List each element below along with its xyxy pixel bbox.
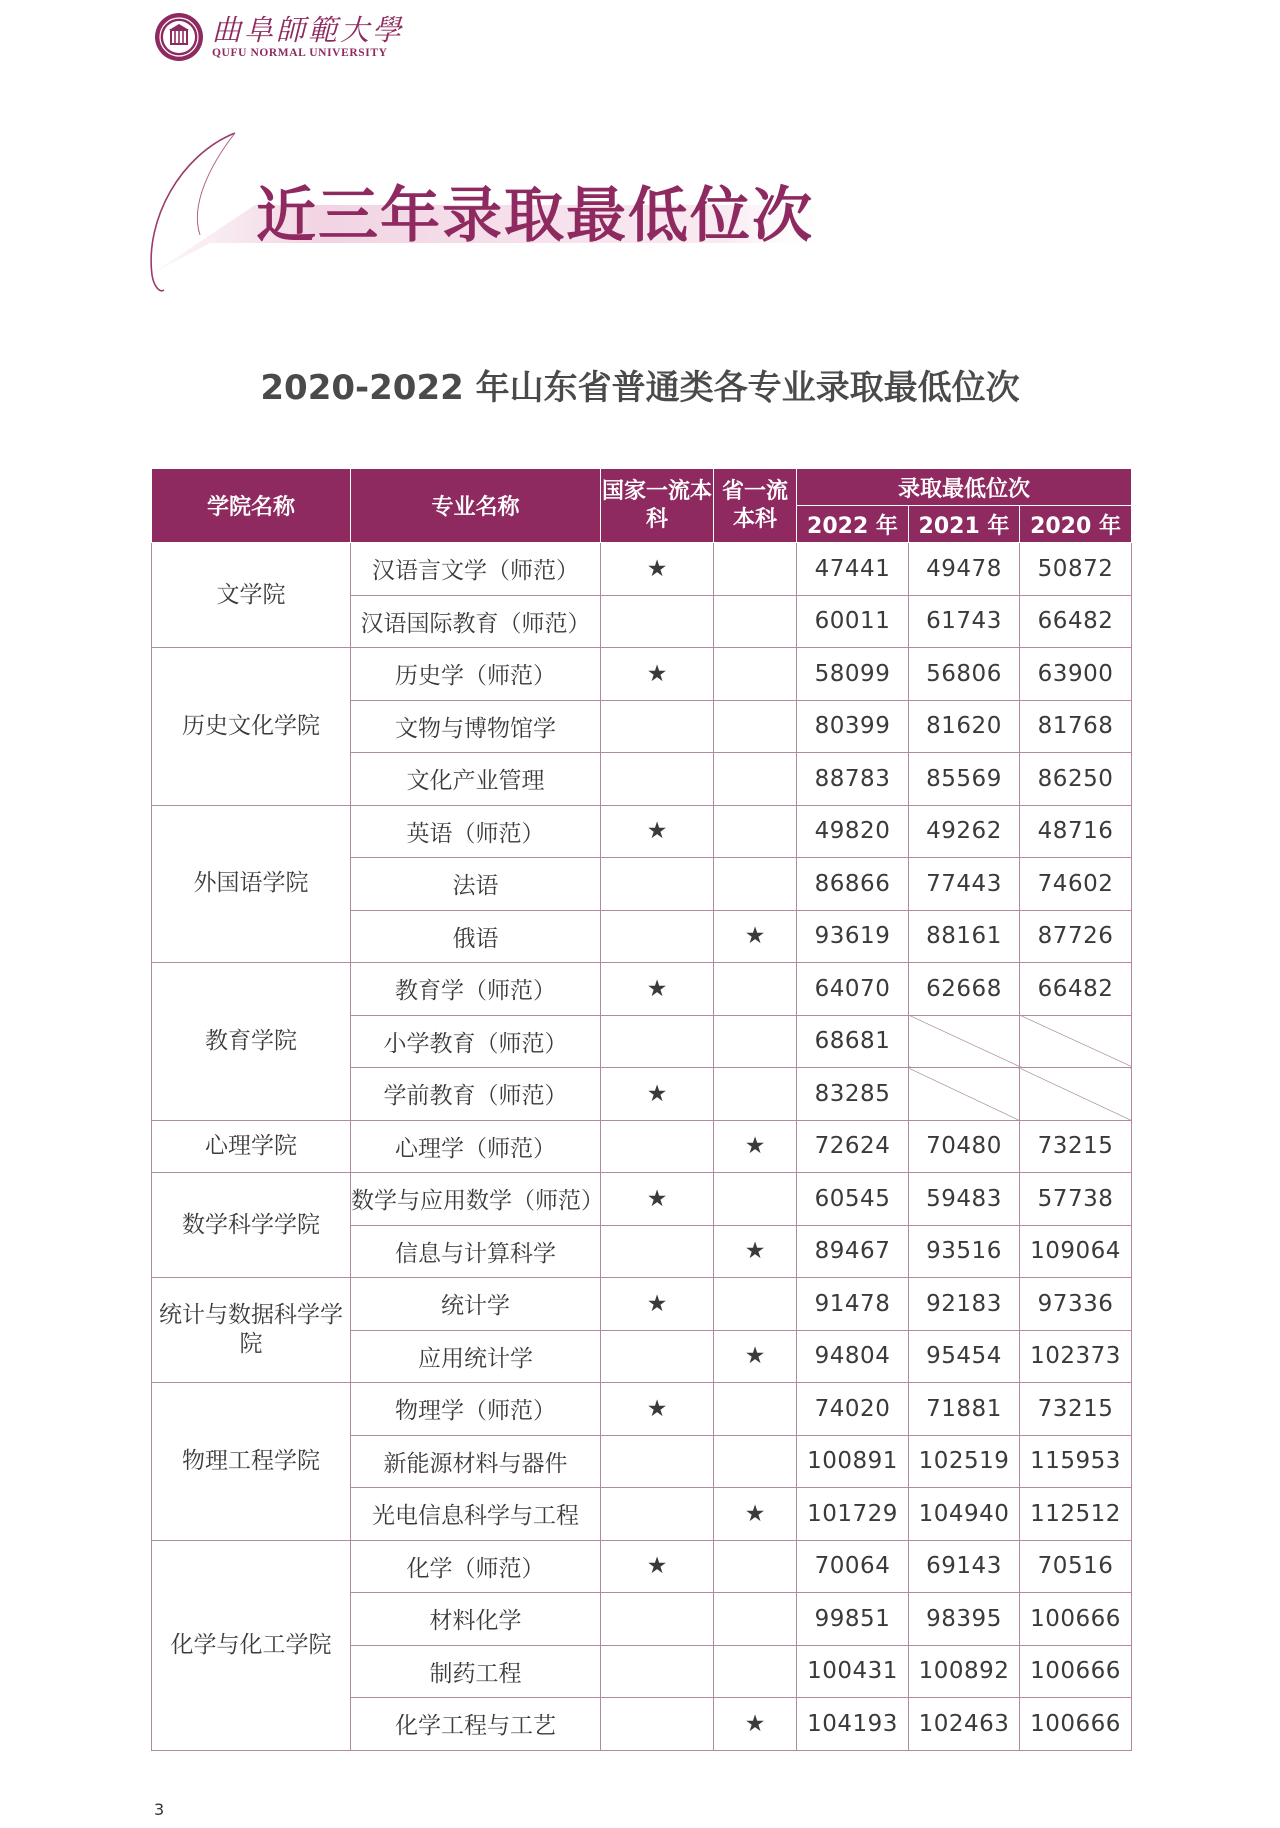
rank-2022: 93619	[797, 910, 909, 963]
rank-2020-not-applicable	[1020, 1015, 1132, 1068]
rank-2021: 49262	[909, 805, 1020, 858]
rank-2022: 47441	[797, 543, 909, 596]
logo-english-name: QUFU NORMAL UNIVERSITY	[212, 47, 388, 59]
provincial-first-class-mark: ★	[714, 1225, 797, 1278]
rank-2020: 102373	[1020, 1330, 1132, 1383]
college-name: 教育学院	[152, 963, 351, 1121]
major-name: 汉语言文学（师范）	[351, 543, 601, 596]
rank-2022: 74020	[797, 1383, 909, 1436]
provincial-first-class-mark: ★	[714, 1330, 797, 1383]
rank-2022: 64070	[797, 963, 909, 1016]
table-row	[152, 805, 1132, 858]
rank-2020: 112512	[1020, 1488, 1132, 1541]
table-row	[152, 1540, 1132, 1593]
provincial-first-class-mark	[714, 805, 797, 858]
major-name: 制药工程	[351, 1645, 601, 1698]
national-first-class-mark	[601, 700, 714, 753]
provincial-first-class-mark	[714, 1593, 797, 1646]
rank-2021: 102519	[909, 1435, 1020, 1488]
national-first-class-mark	[601, 1330, 714, 1383]
college-name: 心理学院	[152, 1120, 351, 1173]
national-first-class-mark	[601, 1120, 714, 1173]
major-name: 数学与应用数学（师范）	[351, 1173, 601, 1226]
rank-2021: 49478	[909, 543, 1020, 596]
provincial-first-class-mark: ★	[714, 1488, 797, 1541]
provincial-first-class-mark	[714, 1383, 797, 1436]
provincial-first-class-mark: ★	[714, 1120, 797, 1173]
major-name: 心理学（师范）	[351, 1120, 601, 1173]
header-year-2021: 2021 年	[909, 506, 1020, 543]
rank-2021: 100892	[909, 1645, 1020, 1698]
provincial-first-class-mark	[714, 1278, 797, 1331]
rank-2020: 50872	[1020, 543, 1132, 596]
rank-2021: 81620	[909, 700, 1020, 753]
rank-2022: 72624	[797, 1120, 909, 1173]
major-name: 信息与计算科学	[351, 1225, 601, 1278]
rank-2022: 88783	[797, 753, 909, 806]
rank-2020: 87726	[1020, 910, 1132, 963]
rank-2020: 70516	[1020, 1540, 1132, 1593]
rank-2020: 100666	[1020, 1698, 1132, 1751]
provincial-first-class-mark	[714, 700, 797, 753]
table-row	[152, 543, 1132, 596]
provincial-first-class-mark	[714, 753, 797, 806]
admission-rank-table	[151, 468, 1132, 1751]
national-first-class-mark: ★	[601, 1068, 714, 1121]
header-college: 学院名称	[152, 469, 351, 543]
national-first-class-mark	[601, 858, 714, 911]
table-row	[152, 648, 1132, 701]
table-row	[152, 1383, 1132, 1436]
rank-2022: 68681	[797, 1015, 909, 1068]
table-row	[152, 1173, 1132, 1226]
logo-chinese-name: 曲阜師範大學	[212, 13, 405, 47]
rank-2021: 102463	[909, 1698, 1020, 1751]
national-first-class-mark: ★	[601, 543, 714, 596]
rank-2021: 77443	[909, 858, 1020, 911]
national-first-class-mark	[601, 910, 714, 963]
rank-2020: 57738	[1020, 1173, 1132, 1226]
rank-2020: 115953	[1020, 1435, 1132, 1488]
rank-2020: 73215	[1020, 1120, 1132, 1173]
rank-2021: 93516	[909, 1225, 1020, 1278]
rank-2020: 81768	[1020, 700, 1132, 753]
national-first-class-mark: ★	[601, 1540, 714, 1593]
national-first-class-mark: ★	[601, 648, 714, 701]
rank-2020: 74602	[1020, 858, 1132, 911]
major-name: 小学教育（师范）	[351, 1015, 601, 1068]
college-name: 外国语学院	[152, 805, 351, 963]
rank-2020: 73215	[1020, 1383, 1132, 1436]
provincial-first-class-mark	[714, 963, 797, 1016]
university-logo	[154, 10, 404, 64]
college-name: 文学院	[152, 543, 351, 648]
national-first-class-mark	[601, 753, 714, 806]
provincial-first-class-mark	[714, 1068, 797, 1121]
rank-2020: 100666	[1020, 1593, 1132, 1646]
rank-2021: 85569	[909, 753, 1020, 806]
rank-2022: 104193	[797, 1698, 909, 1751]
rank-2021: 69143	[909, 1540, 1020, 1593]
rank-2022: 101729	[797, 1488, 909, 1541]
rank-2022: 80399	[797, 700, 909, 753]
major-name: 新能源材料与器件	[351, 1435, 601, 1488]
major-name: 物理学（师范）	[351, 1383, 601, 1436]
college-name: 物理工程学院	[152, 1383, 351, 1541]
header-year-2022: 2022 年	[797, 506, 909, 543]
provincial-first-class-mark: ★	[714, 910, 797, 963]
national-first-class-mark	[601, 1435, 714, 1488]
provincial-first-class-mark	[714, 1645, 797, 1698]
major-name: 文物与博物馆学	[351, 700, 601, 753]
provincial-first-class-mark	[714, 1435, 797, 1488]
rank-2021: 62668	[909, 963, 1020, 1016]
national-first-class-mark	[601, 1015, 714, 1068]
rank-2021: 104940	[909, 1488, 1020, 1541]
major-name: 历史学（师范）	[351, 648, 601, 701]
national-first-class-mark: ★	[601, 1278, 714, 1331]
table-row	[152, 963, 1132, 1016]
major-name: 英语（师范）	[351, 805, 601, 858]
rank-2021: 70480	[909, 1120, 1020, 1173]
rank-2022: 49820	[797, 805, 909, 858]
college-name: 化学与化工学院	[152, 1540, 351, 1750]
national-first-class-mark	[601, 1488, 714, 1541]
national-first-class-mark	[601, 1225, 714, 1278]
rank-2020: 63900	[1020, 648, 1132, 701]
provincial-first-class-mark: ★	[714, 1698, 797, 1751]
national-first-class-mark: ★	[601, 1173, 714, 1226]
rank-2021: 71881	[909, 1383, 1020, 1436]
rank-2022: 89467	[797, 1225, 909, 1278]
header-provincial-first-class: 省一流本科	[714, 469, 797, 543]
national-first-class-mark	[601, 1645, 714, 1698]
national-first-class-mark: ★	[601, 1383, 714, 1436]
rank-2021: 59483	[909, 1173, 1020, 1226]
major-name: 法语	[351, 858, 601, 911]
provincial-first-class-mark	[714, 1540, 797, 1593]
page-title: 近三年录取最低位次	[256, 181, 814, 251]
rank-2020: 66482	[1020, 595, 1132, 648]
provincial-first-class-mark	[714, 595, 797, 648]
table-row	[152, 1278, 1132, 1331]
header-year-2020: 2020 年	[1020, 506, 1132, 543]
college-name: 统计与数据科学学院	[152, 1278, 351, 1383]
rank-2022: 60545	[797, 1173, 909, 1226]
major-name: 光电信息科学与工程	[351, 1488, 601, 1541]
provincial-first-class-mark	[714, 1015, 797, 1068]
rank-2020: 86250	[1020, 753, 1132, 806]
major-name: 文化产业管理	[351, 753, 601, 806]
provincial-first-class-mark	[714, 1173, 797, 1226]
rank-2021: 56806	[909, 648, 1020, 701]
national-first-class-mark	[601, 1593, 714, 1646]
rank-2022: 60011	[797, 595, 909, 648]
rank-2022: 86866	[797, 858, 909, 911]
college-name: 历史文化学院	[152, 648, 351, 806]
rank-2020: 48716	[1020, 805, 1132, 858]
header-national-first-class: 国家一流本科	[601, 469, 714, 543]
major-name: 俄语	[351, 910, 601, 963]
major-name: 化学（师范）	[351, 1540, 601, 1593]
major-name: 应用统计学	[351, 1330, 601, 1383]
rank-2022: 99851	[797, 1593, 909, 1646]
rank-2020-not-applicable	[1020, 1068, 1132, 1121]
major-name: 统计学	[351, 1278, 601, 1331]
rank-2022: 100431	[797, 1645, 909, 1698]
header-min-rank: 录取最低位次	[797, 469, 1132, 506]
major-name: 材料化学	[351, 1593, 601, 1646]
rank-2021: 61743	[909, 595, 1020, 648]
major-name: 化学工程与工艺	[351, 1698, 601, 1751]
national-first-class-mark: ★	[601, 963, 714, 1016]
rank-2021: 95454	[909, 1330, 1020, 1383]
rank-2022: 58099	[797, 648, 909, 701]
rank-2021: 88161	[909, 910, 1020, 963]
rank-2020: 100666	[1020, 1645, 1132, 1698]
major-name: 教育学（师范）	[351, 963, 601, 1016]
table-subtitle: 2020-2022 年山东省普通类各专业录取最低位次	[260, 368, 1020, 408]
header-major: 专业名称	[351, 469, 601, 543]
rank-2021: 92183	[909, 1278, 1020, 1331]
provincial-first-class-mark	[714, 648, 797, 701]
rank-2020: 97336	[1020, 1278, 1132, 1331]
college-name: 数学科学学院	[152, 1173, 351, 1278]
major-name: 汉语国际教育（师范）	[351, 595, 601, 648]
table-row	[152, 1120, 1132, 1173]
rank-2022: 83285	[797, 1068, 909, 1121]
national-first-class-mark: ★	[601, 805, 714, 858]
university-seal-icon	[154, 12, 204, 62]
national-first-class-mark	[601, 1698, 714, 1751]
rank-2022: 94804	[797, 1330, 909, 1383]
rank-2020: 66482	[1020, 963, 1132, 1016]
rank-2022: 100891	[797, 1435, 909, 1488]
national-first-class-mark	[601, 595, 714, 648]
provincial-first-class-mark	[714, 858, 797, 911]
major-name: 学前教育（师范）	[351, 1068, 601, 1121]
provincial-first-class-mark	[714, 543, 797, 596]
rank-2022: 91478	[797, 1278, 909, 1331]
rank-2021-not-applicable	[909, 1068, 1020, 1121]
rank-2021-not-applicable	[909, 1015, 1020, 1068]
rank-2022: 70064	[797, 1540, 909, 1593]
rank-2021: 98395	[909, 1593, 1020, 1646]
page-number: 3	[154, 1800, 165, 1819]
rank-2020: 109064	[1020, 1225, 1132, 1278]
